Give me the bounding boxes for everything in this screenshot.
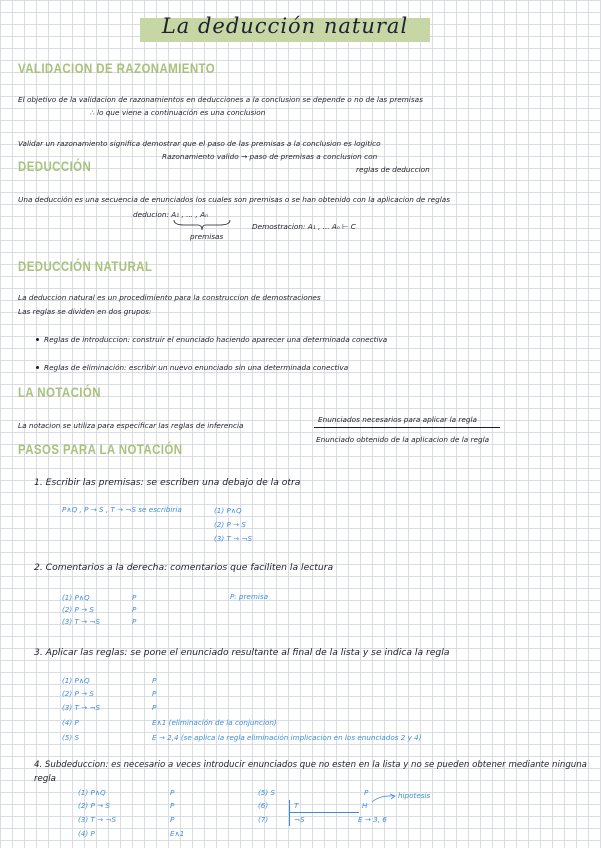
step4-hipotesis-label: hipotesis (398, 791, 431, 800)
validacion-p2: Validar un razonamiento significa demostrar que el paso de las premisas a la conclusion es logitico (18, 139, 381, 148)
step4-left-col: P (170, 815, 175, 824)
step4-right-col: H (362, 801, 368, 810)
step4-not-s: ¬S (294, 815, 305, 824)
step3-col: P (152, 703, 157, 712)
deduccion-p1: Una deducción es una secuencia de enunciados los cuales son premisas o se han obtenido con la aplicacion de reglas (18, 195, 451, 204)
notacion-p1: La notacion se utiliza para especificar las reglas de inferencia (18, 421, 244, 430)
step2-row: (1) P∧Q (62, 593, 90, 602)
step4-right-row: (5) S (258, 788, 276, 797)
subdeduction-bar (289, 800, 290, 826)
validacion-p3b: reglas de deduccion (356, 165, 430, 174)
page-title: La deducción natural (140, 14, 430, 44)
step3-col: P (152, 689, 157, 698)
step4-right-col: P (364, 788, 369, 797)
step2-col: P (132, 605, 137, 614)
step4-left-col: P (170, 788, 175, 797)
natural-b2: Reglas de eliminación: escribir un nuevo enunciado sin una determinada conectiva (44, 363, 349, 372)
step4-title2: regla (34, 774, 56, 784)
bullet-dot (36, 366, 39, 369)
fraction-line (314, 427, 500, 428)
notacion-top: Enunciados necesarios para aplicar la regla (318, 415, 478, 424)
validacion-p1-sub: ∴ lo que viene a continuación es una conclusion (90, 108, 266, 117)
heading-pasos: PASOS PARA LA NOTACIÓN (18, 441, 183, 457)
step3-row: (5) S (62, 733, 80, 742)
step4-right-col: E → 3, 6 (358, 815, 387, 824)
step2-row: (2) P → S (62, 605, 94, 614)
subdeduction-line (289, 812, 359, 813)
step2-note: P: premisa (230, 592, 269, 601)
step2-title: 2. Comentarios a la derecha: comentarios que faciliten la lectura (34, 562, 334, 573)
deduccion-demostracion: Demostracion: A₁ , ... Aₙ ⊢ C (252, 222, 356, 231)
heading-deduccion: DEDUCCIÓN (18, 158, 92, 174)
natural-p2: Las reglas se dividen en dos grupos: (18, 307, 152, 316)
notacion-bottom: Enunciado obtenido de la aplicacion de la regla (316, 435, 490, 444)
step4-left-col: P (170, 801, 175, 810)
step4-left-col: E∧1 (170, 829, 185, 838)
step3-col: E∧1 (eliminación de la conjuncion) (152, 718, 277, 727)
validacion-p3a: Razonamiento valido → paso de premisas a conclusion con (162, 152, 378, 161)
step4-left-row: (4) P (78, 829, 95, 838)
brace-icon (172, 218, 232, 232)
step4-hypothesis-T: T (294, 801, 299, 810)
heading-natural: DEDUCCIÓN NATURAL (18, 258, 153, 274)
step3-row: (3) T → ¬S (62, 703, 101, 712)
step3-col: E → 2,4 (se aplica la regla eliminación implicacion en los enunciados 2 y 4) (152, 733, 422, 742)
deduccion-formula: deducion: A₁ , ... , Aₙ (133, 210, 208, 219)
heading-notacion: LA NOTACIÓN (18, 384, 101, 400)
step1-row: (3) T → ¬S (214, 534, 253, 543)
step4-left-row: (1) P∧Q (78, 788, 106, 797)
step3-row: (2) P → S (62, 689, 94, 698)
arrow-icon (370, 792, 398, 804)
step1-example: P∧Q , P → S , T → ¬S se escribiria (62, 505, 182, 514)
step3-col: P (152, 676, 157, 685)
validacion-p1: El objetivo de la validacion de razonamientos en deducciones a la conclusion se depende o no de las premisas (18, 95, 423, 104)
step2-row: (3) T → ¬S (62, 617, 101, 626)
deduccion-premisas: premisas (190, 232, 224, 241)
step1-row: (1) P∧Q (214, 506, 242, 515)
step4-left-row: (2) P → S (78, 801, 110, 810)
step4-left-row: (3) T → ¬S (78, 815, 117, 824)
natural-b1: Reglas de introduccion: construir el enunciado haciendo aparecer una determinada conectiva (44, 335, 388, 344)
heading-validacion: VALIDACION DE RAZONAMIENTO (18, 60, 216, 76)
bullet-dot (36, 338, 39, 341)
step3-title: 3. Aplicar las reglas: se pone el enunciado resultante al final de la lista y se indica la regla (34, 647, 450, 658)
step3-row: (1) P∧Q (62, 676, 90, 685)
step1-row: (2) P → S (214, 520, 246, 529)
natural-p1: La deduccion natural es un procedimiento para la construccion de demostraciones (18, 293, 321, 302)
step3-row: (4) P (62, 718, 79, 727)
step4-title: 4. Subdeduccion: es necesario a veces introducir enunciados que no esten en la lista y no se pueden obtener mediante ninguna (34, 760, 587, 770)
step4-right-row: (6) (258, 801, 269, 810)
step2-col: P (132, 593, 137, 602)
step2-col: P (132, 617, 137, 626)
step1-title: 1. Escribir las premisas: se escriben una debajo de la otra (34, 477, 301, 488)
step4-right-row: (7) (258, 815, 269, 824)
